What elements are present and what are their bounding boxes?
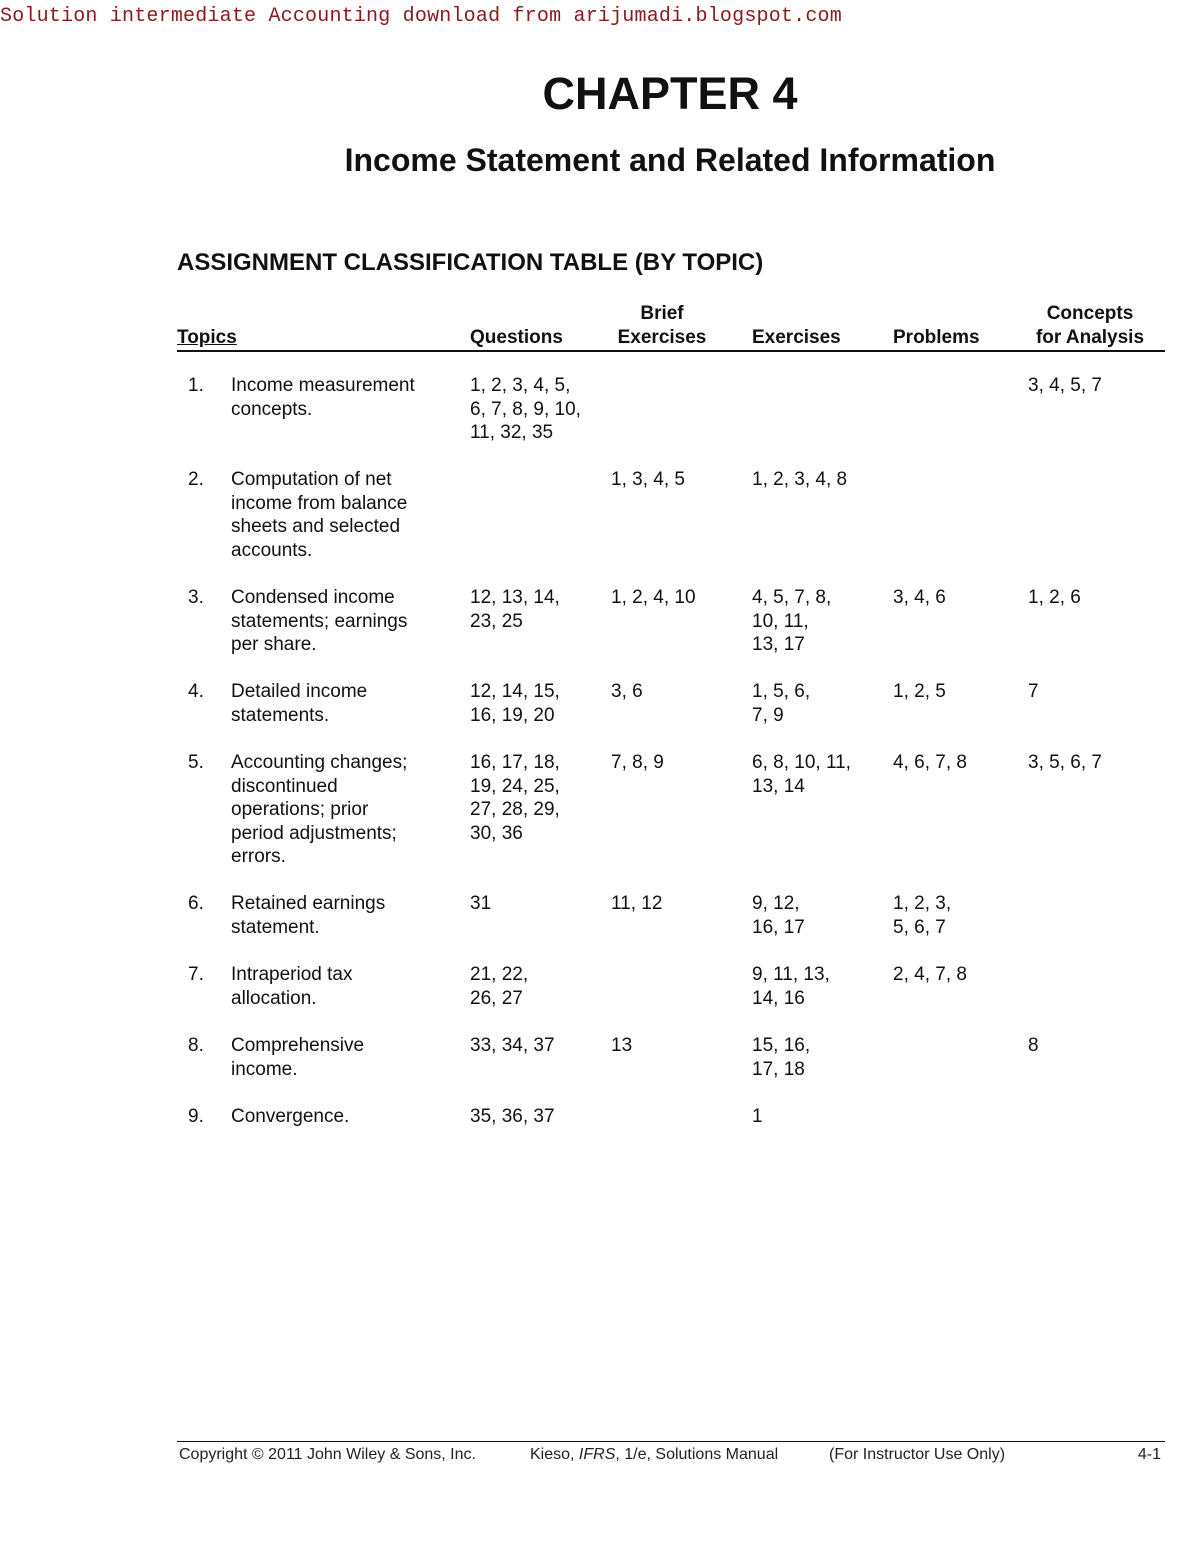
table-row bbox=[177, 1105, 1165, 1145]
brief-exercises-cell: 13 bbox=[611, 1035, 633, 1056]
exercises-cell: 6, 8, 10, 11, 13, 14 bbox=[752, 752, 851, 797]
row-number: 8. bbox=[188, 1035, 204, 1056]
table-row bbox=[177, 468, 1165, 586]
topic-cell: Accounting changes; discontinued operations; prior period adjustments; errors. bbox=[231, 752, 408, 867]
problems-cell: 4, 6, 7, 8 bbox=[893, 752, 967, 773]
table-row bbox=[177, 892, 1165, 963]
page-footer bbox=[177, 1441, 1165, 1463]
table-row bbox=[177, 374, 1165, 468]
topic-cell: Condensed income statements; earnings per share. bbox=[231, 587, 408, 655]
exercises-cell: 9, 11, 13, 14, 16 bbox=[752, 964, 830, 1009]
problems-cell: 3, 4, 6 bbox=[893, 587, 946, 608]
footer-source bbox=[530, 1445, 778, 1465]
header-brief-exercises-line2: Exercises bbox=[617, 327, 707, 348]
questions-cell: 12, 14, 15, 16, 19, 20 bbox=[470, 681, 560, 726]
row-number: 5. bbox=[188, 752, 204, 773]
chapter-title: CHAPTER 4 bbox=[542, 68, 798, 119]
table-header bbox=[177, 302, 1165, 352]
concepts-cell: 7 bbox=[1028, 681, 1039, 702]
header-brief-exercises bbox=[611, 302, 713, 350]
table-row bbox=[177, 586, 1165, 680]
table-row bbox=[177, 751, 1165, 892]
problems-cell: 2, 4, 7, 8 bbox=[893, 964, 967, 985]
topic-cell: Income measurement concepts. bbox=[231, 375, 415, 420]
header-brief-exercises-line1: Brief bbox=[640, 303, 684, 324]
problems-cell: 1, 2, 3, 5, 6, 7 bbox=[893, 893, 952, 938]
footer-source-italic: IFRS bbox=[578, 1446, 616, 1463]
row-number: 1. bbox=[188, 375, 204, 396]
exercises-cell: 9, 12, 16, 17 bbox=[752, 893, 805, 938]
header-concepts-line1: Concepts bbox=[1046, 303, 1134, 324]
row-number: 7. bbox=[188, 964, 204, 985]
watermark-text: Solution intermediate Accounting download from arijumadi.blogspot.com bbox=[0, 5, 842, 28]
footer-copyright: Copyright © 2011 John Wiley & Sons, Inc. bbox=[179, 1446, 476, 1463]
row-number: 4. bbox=[188, 681, 204, 702]
header-concepts-for-analysis bbox=[1028, 302, 1152, 350]
topic-cell: Intraperiod tax allocation. bbox=[231, 964, 353, 1009]
footer-source-suffix: , 1/e, Solutions Manual bbox=[615, 1446, 779, 1463]
concepts-cell: 8 bbox=[1028, 1035, 1039, 1056]
brief-exercises-cell: 11, 12 bbox=[611, 893, 663, 914]
brief-exercises-cell: 3, 6 bbox=[611, 681, 643, 702]
header-concepts-line2: for Analysis bbox=[1035, 327, 1145, 348]
section-heading: ASSIGNMENT CLASSIFICATION TABLE (BY TOPIC) bbox=[177, 249, 764, 276]
topic-cell: Computation of net income from balance sheets and selected accounts. bbox=[231, 469, 408, 561]
row-number: 2. bbox=[188, 469, 204, 490]
concepts-cell: 1, 2, 6 bbox=[1028, 587, 1081, 608]
header-topics: Topics bbox=[177, 327, 237, 348]
brief-exercises-cell: 1, 2, 4, 10 bbox=[611, 587, 696, 608]
questions-cell: 16, 17, 18, 19, 24, 25, 27, 28, 29, 30, 36 bbox=[470, 752, 560, 844]
exercises-cell: 15, 16, 17, 18 bbox=[752, 1035, 811, 1080]
footer-use-note: (For Instructor Use Only) bbox=[829, 1446, 1006, 1463]
table-row bbox=[177, 963, 1165, 1034]
concepts-cell: 3, 4, 5, 7 bbox=[1028, 375, 1102, 396]
questions-cell: 21, 22, 26, 27 bbox=[470, 964, 529, 1009]
exercises-cell: 4, 5, 7, 8, 10, 11, 13, 17 bbox=[752, 587, 832, 655]
chapter-subtitle: Income Statement and Related Information bbox=[344, 142, 996, 178]
classification-table-body bbox=[177, 374, 1165, 1145]
topic-cell: Comprehensive income. bbox=[231, 1035, 365, 1080]
topic-cell: Retained earnings statement. bbox=[231, 893, 386, 938]
exercises-cell: 1 bbox=[752, 1106, 763, 1127]
concepts-cell: 3, 5, 6, 7 bbox=[1028, 752, 1102, 773]
questions-cell: 31 bbox=[470, 893, 492, 914]
table-row bbox=[177, 680, 1165, 751]
header-exercises: Exercises bbox=[752, 327, 841, 348]
questions-cell: 35, 36, 37 bbox=[470, 1106, 555, 1127]
questions-cell: 12, 13, 14, 23, 25 bbox=[470, 587, 560, 632]
footer-source-prefix: Kieso, bbox=[530, 1446, 579, 1463]
header-problems: Problems bbox=[893, 327, 980, 348]
brief-exercises-cell: 7, 8, 9 bbox=[611, 752, 664, 773]
exercises-cell: 1, 2, 3, 4, 8 bbox=[752, 469, 848, 490]
problems-cell: 1, 2, 5 bbox=[893, 681, 946, 702]
row-number: 9. bbox=[188, 1106, 204, 1127]
questions-cell: 1, 2, 3, 4, 5, 6, 7, 8, 9, 10, 11, 32, 35 bbox=[470, 375, 581, 443]
row-number: 6. bbox=[188, 893, 204, 914]
exercises-cell: 1, 5, 6, 7, 9 bbox=[752, 681, 811, 726]
page-number: 4-1 bbox=[1137, 1446, 1161, 1463]
row-number: 3. bbox=[188, 587, 204, 608]
topic-cell: Convergence. bbox=[231, 1106, 350, 1127]
header-questions: Questions bbox=[470, 327, 563, 348]
questions-cell: 33, 34, 37 bbox=[470, 1035, 555, 1056]
topic-cell: Detailed income statements. bbox=[231, 681, 368, 726]
table-row bbox=[177, 1034, 1165, 1105]
brief-exercises-cell: 1, 3, 4, 5 bbox=[611, 469, 685, 490]
